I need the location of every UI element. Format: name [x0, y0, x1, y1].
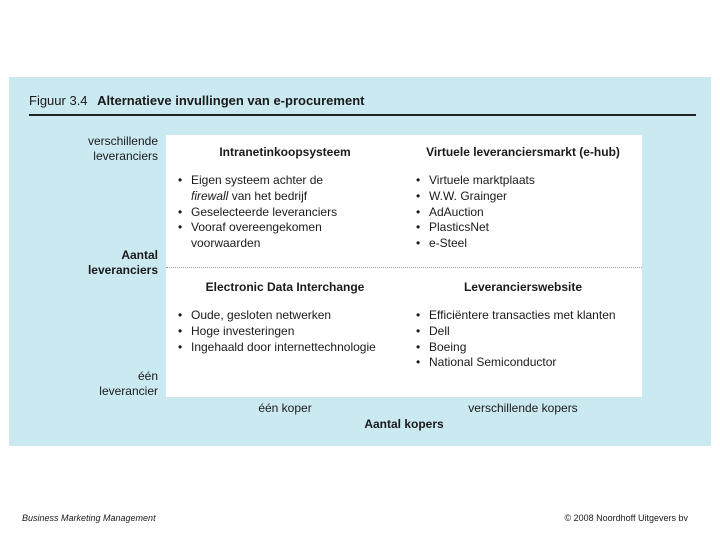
- quadrant-supplier-website: [404, 268, 642, 370]
- quadrant-heading: Leverancierswebsite: [463, 280, 583, 294]
- list-item: • Hoge investeringen: [178, 324, 376, 340]
- footer-copyright: © 2008 Noordhoff Uitgevers bv: [564, 513, 688, 523]
- list-item: • Virtuele marktplaats: [416, 173, 535, 189]
- quadrant-list: [416, 308, 616, 371]
- x-axis-title: Aantal kopers: [364, 417, 444, 431]
- quadrant-intranet: [166, 135, 404, 251]
- figure-panel: [9, 77, 711, 446]
- list-item: • AdAuction: [416, 205, 535, 221]
- quadrant-e-hub: [404, 135, 642, 251]
- footer-book-title: Business Marketing Management: [22, 513, 156, 523]
- list-item: • Vooraf overeengekomen: [178, 220, 337, 236]
- list-item: • PlasticsNet: [416, 220, 535, 236]
- list-item: • Ingehaald door internettechnologie: [178, 340, 376, 356]
- list-item: • Geselecteerde leveranciers: [178, 205, 337, 221]
- figure-title-text: Alternatieve invullingen van e-procurement: [97, 93, 365, 108]
- quadrant-list: [416, 173, 535, 252]
- list-item: • Oude, gesloten netwerken: [178, 308, 376, 324]
- list-item: • Efficiëntere transacties met klanten: [416, 308, 616, 324]
- figure-title: [29, 93, 364, 108]
- quadrant-list: [178, 308, 376, 355]
- list-item: • W.W. Grainger: [416, 189, 535, 205]
- title-rule: [29, 114, 696, 116]
- quadrant-heading: Electronic Data Interchange: [205, 280, 365, 294]
- y-axis-bottom-label: één leverancier: [99, 369, 158, 398]
- x-axis-left-label: één koper: [258, 401, 312, 415]
- list-item: • Eigen systeem achter de: [178, 173, 337, 189]
- quadrant-matrix: [166, 135, 642, 397]
- quadrant-edi: [166, 268, 404, 354]
- list-item-continuation: firewall van het bedrijf: [191, 188, 308, 203]
- figure-number: Figuur 3.4: [29, 93, 88, 108]
- list-item: • National Semiconductor: [416, 355, 616, 371]
- x-axis-right-label: verschillende kopers: [468, 401, 578, 415]
- quadrant-list: [178, 173, 337, 252]
- list-item: • Dell: [416, 324, 616, 340]
- list-item: • Boeing: [416, 340, 616, 356]
- list-item: • e-Steel: [416, 236, 535, 252]
- quadrant-heading: Intranetinkoopsysteem: [219, 145, 351, 159]
- y-axis-top-label: verschillende leveranciers: [87, 134, 158, 163]
- quadrant-heading: Virtuele leveranciersmarkt (e-hub): [426, 145, 620, 159]
- list-item-continuation: voorwaarden: [191, 236, 261, 251]
- y-axis-title: Aantal leveranciers: [87, 248, 158, 277]
